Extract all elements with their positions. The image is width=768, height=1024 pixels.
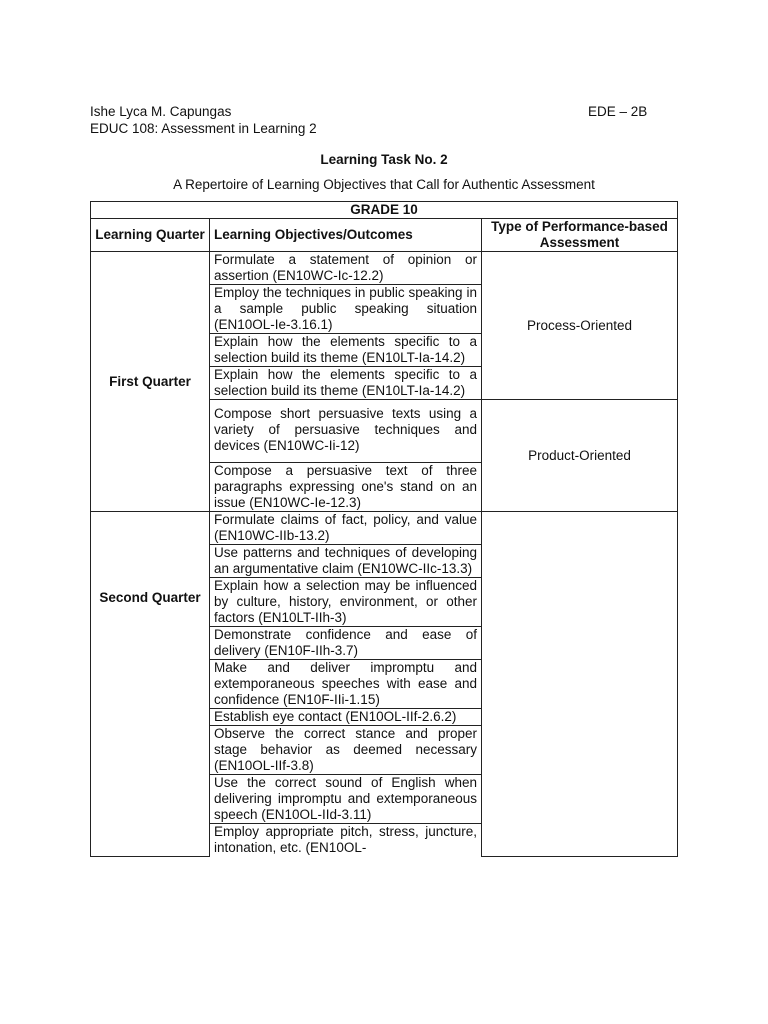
objective-cell: Explain how the elements specific to a selection build its theme (EN10LT-Ia-14.2) [210,367,482,400]
header-row [91,219,678,252]
objective-cell: Demonstrate confidence and ease of delivery (EN10F-IIh-3.7) [210,627,482,660]
objective-cell: Explain how the elements specific to a selection build its theme (EN10LT-Ia-14.2) [210,334,482,367]
course-title: EDUC 108: Assessment in Learning 2 [90,121,317,136]
assessment-type-product: Product-Oriented [482,400,678,512]
assessment-type-process: Process-Oriented [482,252,678,400]
objective-cell: Use the correct sound of English when delivering impromptu and extemporaneous speech (EN10OL-IId-3.11) [210,775,482,824]
assessment-type-empty [482,512,678,857]
objective-cell: Observe the correct stance and proper stage behavior as deemed necessary (EN10OL-IIf-3.8) [210,726,482,775]
student-name: Ishe Lyca M. Capungas [90,104,232,119]
objective-cell: Use patterns and techniques of developing an argumentative claim (EN10WC-IIc-13.3) [210,545,482,578]
grade-row [91,202,678,219]
objective-cell: Establish eye contact (EN10OL-IIf-2.6.2) [210,709,482,726]
quarter-label-first: First Quarter [91,252,210,512]
column-header-objectives: Learning Objectives/Outcomes [210,219,482,252]
column-header-quarter: Learning Quarter [91,219,210,252]
objective-cell: Compose short persuasive texts using a variety of persuasive techniques and devices (EN10WC-Ii-12) [210,400,482,463]
objective-cell: Make and deliver impromptu and extemporaneous speeches with ease and confidence (EN10F-IIi-1.15) [210,660,482,709]
table-row [91,252,678,285]
column-header-assessment: Type of Performance-based Assessment [482,219,678,252]
objective-cell: Compose a persuasive text of three paragraphs expressing one's stand on an issue (EN10WC-Ie-12.3) [210,463,482,512]
document-subtitle: A Repertoire of Learning Objectives that Call for Authentic Assessment [173,177,595,192]
grade-label: GRADE 10 [91,202,678,219]
objective-cell: Explain how a selection may be influenced by culture, history, environment, or other factors (EN10LT-IIh-3) [210,578,482,627]
objective-cell: Formulate claims of fact, policy, and value (EN10WC-IIb-13.2) [210,512,482,545]
quarter-label-second: Second Quarter [91,512,210,857]
objective-cell: Employ appropriate pitch, stress, juncture, intonation, etc. (EN10OL- [210,824,482,857]
table-row [91,512,678,545]
objective-cell: Formulate a statement of opinion or assertion (EN10WC-Ic-12.2) [210,252,482,285]
objective-cell: Employ the techniques in public speaking in a sample public speaking situation (EN10OL-Ie-3.16.1) [210,285,482,334]
objectives-table [90,201,678,857]
section-code: EDE – 2B [588,104,648,119]
document-title: Learning Task No. 2 [320,152,448,167]
